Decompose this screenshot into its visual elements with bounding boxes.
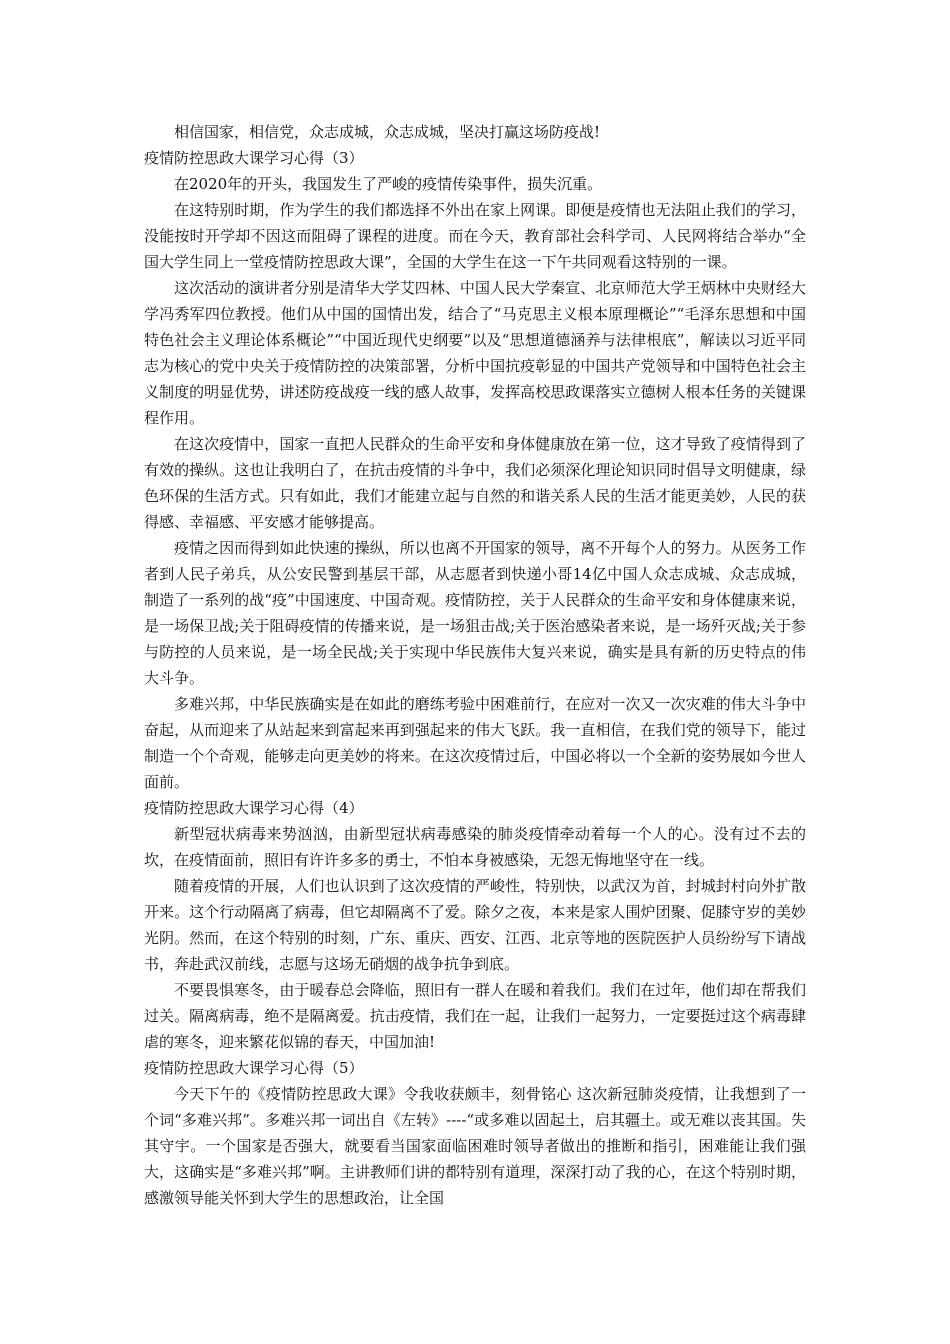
paragraph: 相信国家，相信党，众志成城，众志成城，坚决打赢这场防疫战! [174, 123, 601, 141]
paragraph: 在2020年的开头，我国发生了严峻的疫情传染事件，损失沉重。 [174, 175, 603, 193]
paragraph: 随着疫情的开展，人们也认识到了这次疫情的严峻性，特别快，以武汉为首，封城封村向外扩散开来。这个行动隔离了病毒，但它却隔离不了爱。除夕之夜，本来是家人围炉团聚、促膝守岁的美妙光阴。然而，在这个特别的时刻，广东、重庆、西安、江西、北京等地的医院医护人员纷纷写下请战书，奔赴武汉前线，志愿与这场无硝烟的战争抗争到底。 [144, 877, 806, 973]
paragraph: 这次活动的演讲者分别是清华大学艾四林、中国人民大学秦宣、北京师范大学王炳林中央财经大学冯秀军四位教授。他们从中国的国情出发，结合了“马克思主义根本原理概论”“毛泽东思想和中国特色社会主义理论体系概论”“中国近现代史纲要”以及“思想道德涵养与法律根底”，解读以习近平同志为核心的党中央关于疫情防控的决策部署，分析中国抗疫彰显的中国共产党领导和中国特色社会主义制度的明显优势，讲述防疫战疫一线的感人故事，发挥高校思政课落实立德树人根本任务的关键课程作用。 [144, 279, 806, 427]
paragraph: 在这特别时期，作为学生的我们都选择不外出在家上网课。即便是疫情也无法阻止我们的学习，没能按时开学却不因这而阻碍了课程的进度。而在今天，教育部社会科学司、人民网将结合举办“全国大学生同上一堂疫情防控思政大课”，全国的大学生在这一下午共同观看这特别的一课。 [144, 201, 806, 271]
paragraph: 多难兴邦，中华民族确实是在如此的磨练考验中困难前行，在应对一次又一次灾难的伟大斗争中奋起，从而迎来了从站起来到富起来再到强起来的伟大飞跃。我一直相信，在我们党的领导下，能过制造一个个奇观，能够走向更美妙的将来。在这次疫情过后，中国必将以一个全新的姿势展如今世人面前。 [144, 695, 806, 791]
paragraph: 不要畏惧寒冬，由于暖春总会降临，照旧有一群人在暖和着我们。我们在过年，他们却在帮我们过关。隔离病毒，绝不是隔离爱。抗击疫情，我们在一起，让我们一起努力，一定要挺过这个病毒肆虐的寒冬，迎来繁花似锦的春天，中国加油! [144, 981, 806, 1051]
paragraph: 在这次疫情中，国家一直把人民群众的生命平安和身体健康放在第一位，这才导致了疫情得到了有效的操纵。这也让我明白了，在抗击疫情的斗争中，我们必须深化理论知识同时倡导文明健康，绿色环保的生活方式。只有如此，我们才能建立起与自然的和谐关系人民的生活才能更美妙，人民的获得感、幸福感、平安感才能够提高。 [144, 435, 806, 531]
section-heading: 疫情防控思政大课学习心得（3） [144, 149, 364, 167]
paragraph: 疫情之因而得到如此快速的操纵，所以也离不开国家的领导，离不开每个人的努力。从医务工作者到人民子弟兵，从公安民警到基层干部，从志愿者到快递小哥14亿中国人众志成城、众志成城，制造了一系列的战“疫”中国速度、中国奇观。疫情防控，关于人民群众的生命平安和身体健康来说，是一场保卫战;关于阻碍疫情的传播来说，是一场狙击战;关于医治感染者来说，是一场歼灭战;关于参与防控的人员来说，是一场全民战;关于实现中华民族伟大复兴来说，确实是具有新的历史特点的伟大斗争。 [144, 539, 806, 687]
paragraph: 新型冠状病毒来势汹汹，由新型冠状病毒感染的肺炎疫情牵动着每一个人的心。没有过不去的坎，在疫情面前，照旧有许许多多的勇士，不怕本身被感染，无怨无悔地坚守在一线。 [144, 825, 806, 869]
document-page [144, 119, 806, 1211]
section-heading: 疫情防控思政大课学习心得（5） [144, 1059, 364, 1077]
section-heading: 疫情防控思政大课学习心得（4） [144, 799, 364, 817]
paragraph: 今天下午的《疫情防控思政大课》令我收获颇丰，刻骨铭心 这次新冠肺炎疫情，让我想到了一个词“多难兴邦”。多难兴邦一词出自《左转》----“或多难以固起土，启其疆土。或无难以丧其国。失其守宇。一个国家是否强大，就要看当国家面临困难时领导者做出的推断和指引，困难能让我们强大，这确实是“多难兴邦”啊。主讲教师们讲的都特别有道理，深深打动了我的心，在这个特别时期，感激领导能关怀到大学生的思想政治，让全国 [144, 1085, 806, 1207]
